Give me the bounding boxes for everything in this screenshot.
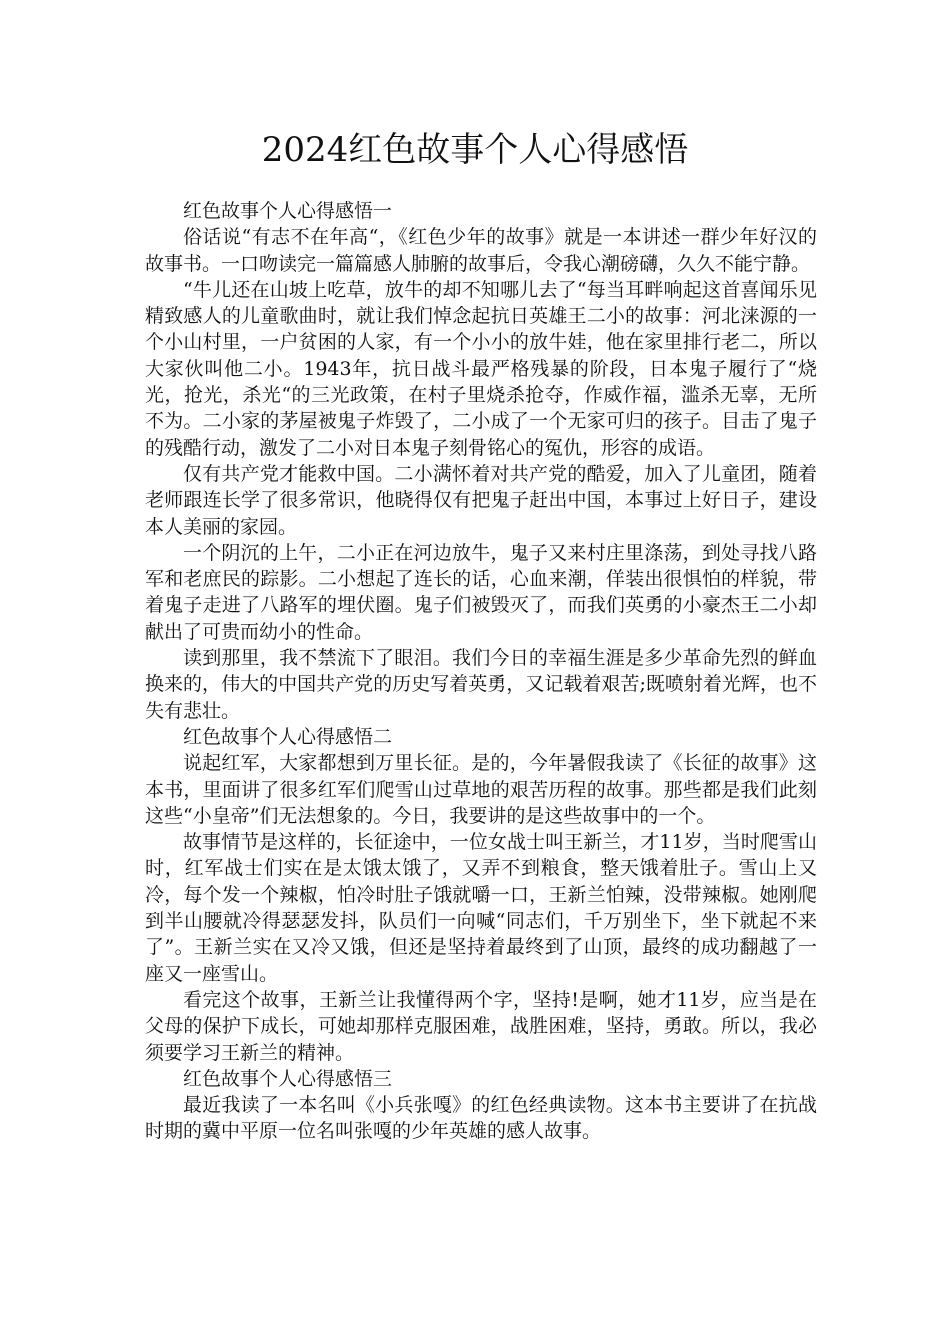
paragraph: 看完这个故事，王新兰让我懂得两个字，坚持!是啊，她才11岁，应当是在父母的保护下成长，可她却那样克服困难，战胜困难，坚持，勇敢。所以，我必须要学习王新兰的精神。 [145,988,817,1064]
section-heading-2: 红色故事个人心得感悟二 [183,725,393,748]
section-heading-3: 红色故事个人心得感悟三 [183,1067,393,1090]
paragraph: 说起红军，大家都想到万里长征。是的，今年暑假我读了《长征的故事》这本书，里面讲了很多红军们爬雪山过草地的艰苦历程的故事。那些都是我们此刻这些“小皇帝”们无法想象的。今日，我要讲的是这些故事中的一个。 [145,752,817,827]
paragraph: 仅有共产党才能救中国。二小满怀着对共产党的酷爱，加入了儿童团，随着老师跟连长学了很多常识，他晓得仅有把鬼子赶出中国，本事过上好日子，建设本人美丽的家园。 [145,462,817,538]
section-heading-1: 红色故事个人心得感悟一 [183,200,393,222]
paragraph: “牛儿还在山坡上吃草，放牛的却不知哪儿去了“每当耳畔响起这首喜闻乐见精致感人的儿童歌曲时，就让我们悼念起抗日英雄王二小的故事：河北涞源的一个小山村里，一户贫困的人家，有一个小小的放牛娃，他在家里排行老二，所以大家伙叫他二小。1943年，抗日战斗最严格残暴的阶段，日本鬼子履行了“烧光，抢光，杀光“的三光政策，在村子里烧杀抢夺，作威作福，滥杀无辜，无所不为。二小家的茅屋被鬼子炸毁了，二小成了一个无家可归的孩子。目击了鬼子的残酷行动，激发了二小对日本鬼子刻骨铭心的冤仇，形容的成语。 [145,278,817,459]
document-title: 2024红色故事个人心得感悟 [261,130,689,170]
paragraph: 俗话说“有志不在年高“，《红色少年的故事》就是一本讲述一群少年好汉的故事书。一口吻读完一篇篇感人肺腑的故事后，令我心潮磅礴，久久不能宁静。 [145,226,817,275]
paragraph: 故事情节是这样的，长征途中，一位女战士叫王新兰，才11岁，当时爬雪山时，红军战士们实在是太饿太饿了，又弄不到粮食，整天饿着肚子。雪山上又冷，每个发一个辣椒，怕冷时肚子饿就嚼一口，王新兰怕辣，没带辣椒。她刚爬到半山腰就冷得瑟瑟发抖，队员们一向喊“同志们，千万别坐下，坐下就起不来了”。王新兰实在又冷又饿，但还是坚持着最终到了山顶，最终的成功翻越了一座又一座雪山。 [145,831,817,985]
paragraph: 一个阴沉的上午，二小正在河边放牛，鬼子又来村庄里涤荡，到处寻找八路军和老庶民的踪影。二小想起了连长的话，心血来潮，佯装出很惧怕的样貌，带着鬼子走进了八路军的埋伏圈。鬼子们被毁灭了，而我们英勇的小豪杰王二小却献出了可贵而幼小的性命。 [145,541,817,643]
paragraph: 读到那里，我不禁流下了眼泪。我们今日的幸福生涯是多少革命先烈的鲜血换来的，伟大的中国共产党的历史写着英勇，又记载着艰苦;既喷射着光辉，也不失有悲壮。 [145,647,817,722]
document-body [145,198,817,1145]
paragraph: 最近我读了一本名叫《小兵张嘎》的红色经典读物。这本书主要讲了在抗战时期的冀中平原一位名叫张嘎的少年英雄的感人故事。 [145,1094,817,1143]
